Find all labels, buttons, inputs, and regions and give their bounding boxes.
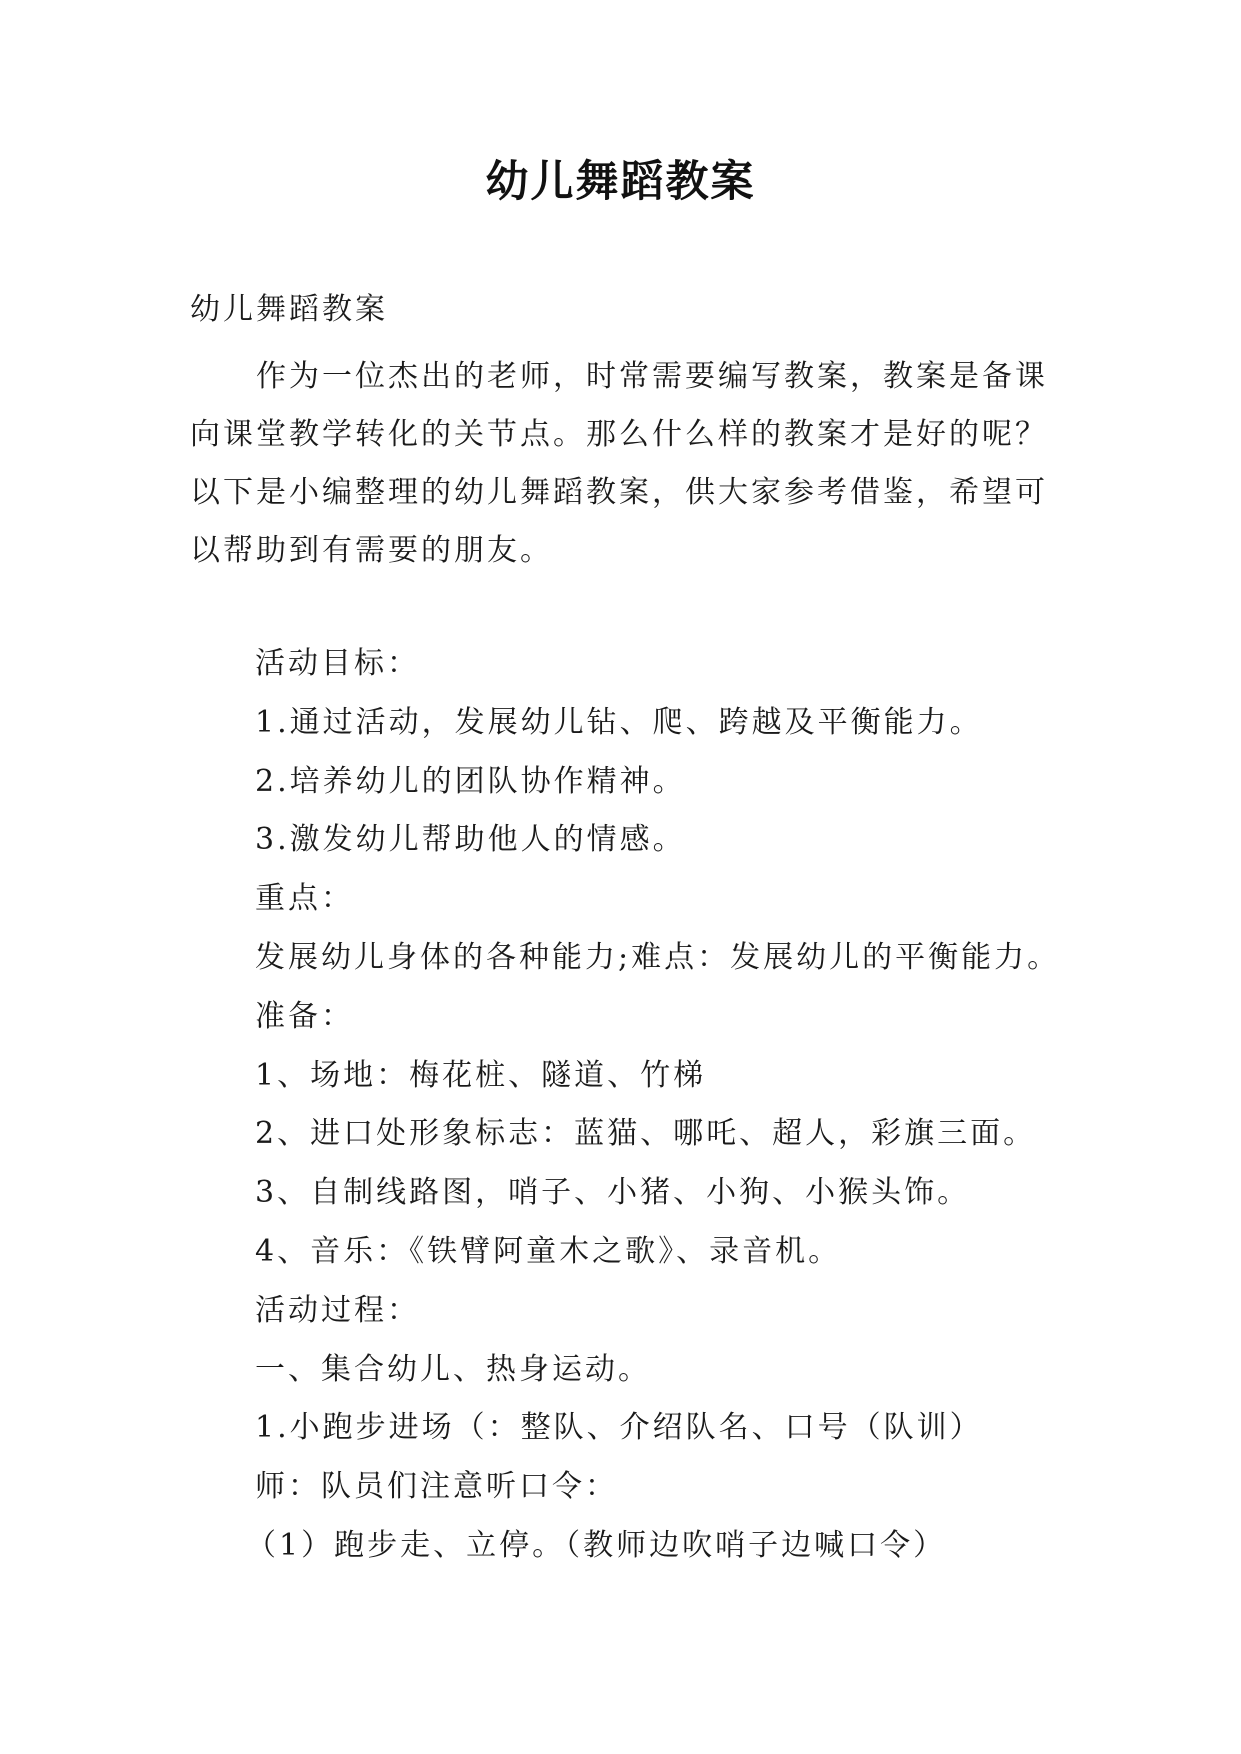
document-subtitle: 幼儿舞蹈教案: [190, 292, 388, 327]
key-points-text: 发展幼儿身体的各种能力;难点：发展幼儿的平衡能力。: [255, 939, 1061, 975]
intro-line: 作为一位杰出的老师，时常需要编写教案，教案是备课: [256, 359, 1048, 394]
preparation-item: 3、自制线路图，哨子、小猪、小狗、小猴头饰。: [255, 1175, 971, 1211]
objective-item: 3.激发幼儿帮助他人的情感。: [255, 822, 686, 858]
section-heading-process: 活动过程：: [255, 1292, 420, 1328]
section-heading-objectives: 活动目标：: [255, 646, 420, 681]
section-heading-preparation: 准备：: [255, 998, 354, 1034]
intro-line: 以下是小编整理的幼儿舞蹈教案，供大家参考借鉴，希望可: [190, 475, 1048, 510]
preparation-item: 4、音乐：《铁臂阿童木之歌》、录音机。: [255, 1233, 842, 1269]
process-step: 师：队员们注意听口令：: [255, 1469, 618, 1505]
intro-line: 向课堂教学转化的关节点。那么什么样的教案才是好的呢？: [190, 417, 1048, 452]
process-step: 1.小跑步进场（：整队、介绍队名、口号（队训）: [255, 1410, 983, 1446]
section-heading-key-points: 重点：: [255, 881, 354, 917]
intro-paragraph: [190, 348, 1070, 580]
preparation-item: 2、进口处形象标志：蓝猫、哪吒、超人，彩旗三面。: [255, 1116, 1037, 1152]
intro-line: 以帮助到有需要的朋友。: [190, 533, 553, 568]
objective-item: 2.培养幼儿的团队协作精神。: [255, 763, 686, 799]
process-step: 一、集合幼儿、热身运动。: [255, 1351, 651, 1387]
lesson-plan-body: [190, 635, 1070, 1576]
process-step: （1）跑步走、立停。（教师边吹哨子边喊口令）: [246, 1527, 947, 1563]
objective-item: 1.通过活动，发展幼儿钻、爬、跨越及平衡能力。: [255, 704, 983, 740]
document-title: 幼儿舞蹈教案: [485, 157, 756, 207]
preparation-item: 1、场地：梅花桩、隧道、竹梯: [255, 1057, 707, 1093]
